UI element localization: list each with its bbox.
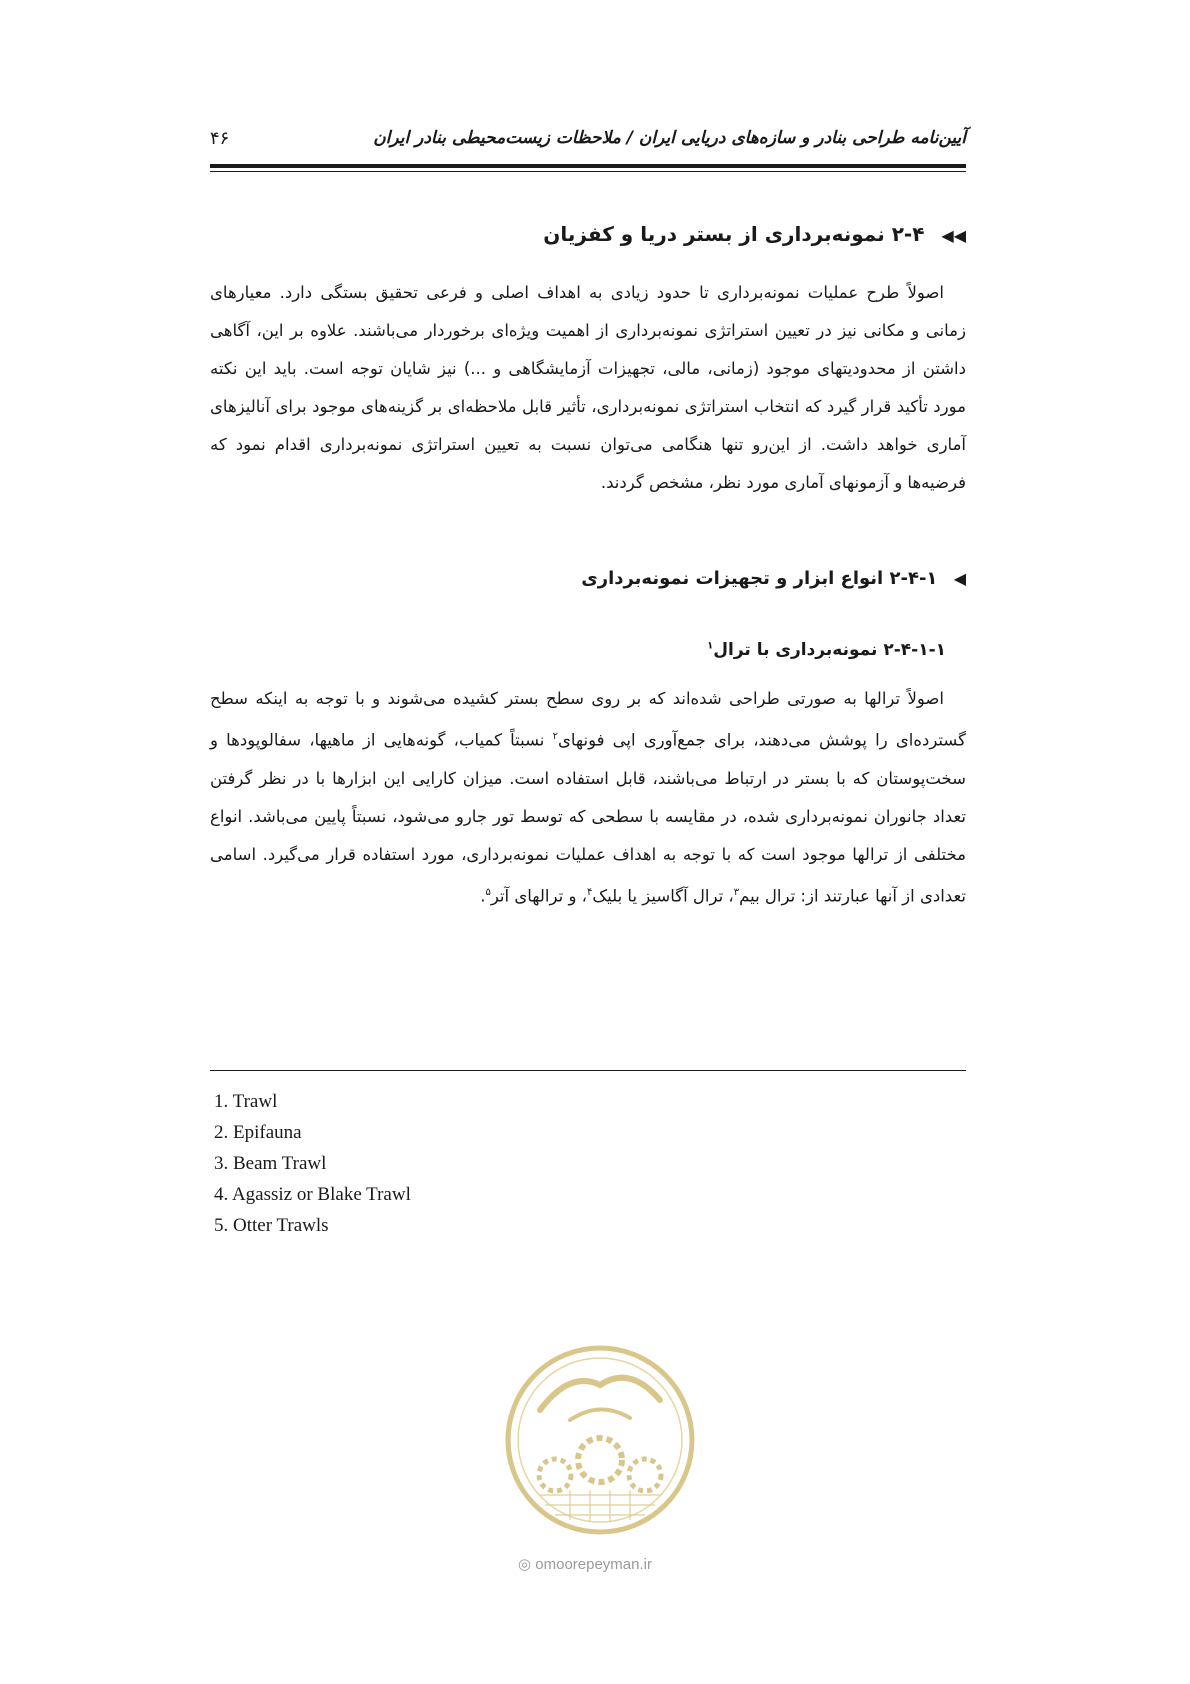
subsubsection-heading [707,640,946,660]
paragraph-part: اصولاً ترالها به صورتی طراحی شده‌اند که بر روی سطح بستر کشیده می‌شوند و با توجه به اینکه سطح گسترده‌ای را پوشش می‌دهند، برای جمع‌آوری اپی فونهای [210,689,966,750]
double-arrow-icon: ◀◀ [941,226,966,245]
footnote-ref-2: ۲ [552,731,558,742]
footnote: 5. Otter Trawls [214,1215,329,1236]
section-heading [543,222,966,246]
page-number: ۴۶ [210,128,230,149]
watermark-logo [500,1340,700,1540]
section-paragraph [210,274,966,502]
page-header [210,128,966,158]
header-rule [210,164,966,168]
subsubsection-title: ۲-۴-۱-۱ نمونه‌برداری با ترال [713,640,946,660]
arrow-icon: ◀ [953,569,966,588]
subsection-heading [581,568,966,589]
footnote-ref-3: ۳ [733,886,740,898]
footnote: 1. Trawl [214,1091,278,1112]
watermark-url: ◎ omoorepeyman.ir [518,1556,652,1573]
paragraph-part: . [480,886,486,905]
footnote-ref-1: ۱ [707,640,714,652]
paragraph-part: نسبتاً کمیاب، گونه‌هایی از ماهیها، سفالوپودها و سخت‌پوستان که با بستر در ارتباط می‌باشند، قابل استفاده است. میزان کارایی این ابزارها با در نظر گرفتن تعداد جانوران نمونه‌برداری شده، در مقایسه با سطحی که توسط تور جارو می‌شود، نسبتاً پایین می‌باشد. انواع مختلفی از ترالها موجود است که با توجه به اهداف عملیات نمونه‌برداری، مورد استفاده قرار می‌گیرد. اسامی تعدادی از آنها عبارتند از: ترال بیم [210,730,966,905]
paragraph-part: ، ترال آگاسیز یا بلیک [592,886,734,905]
header-rule-thin [210,171,966,172]
trawl-paragraph [210,680,966,915]
footnote: 3. Beam Trawl [214,1153,327,1174]
footnote: 4. Agassiz or Blake Trawl [214,1184,411,1205]
section-paragraph-text: اصولاً طرح عملیات نمونه‌برداری تا حدود زیادی به اهداف اصلی و فرعی تحقیق بستگی دارد. معیارهای زمانی و مکانی نیز در تعیین استراتژی نمونه‌برداری از اهمیت ویژه‌ای برخوردار می‌باشند. علاوه بر این، آگاهی داشتن از محدودیتهای موجود (زمانی، مالی، تجهیزات آزمایشگاهی و ...) نیز شایان توجه است. باید این نکته مورد تأکید قرار گیرد که انتخاب استراتژی نمونه‌برداری، تأثیر قابل ملاحظه‌ای بر گزینه‌های موجود برای آنالیزهای آماری خواهد داشت. از این‌رو تنها هنگامی می‌توان نسبت به تعیین استراتژی نمونه‌برداری اقدام نمود که فرضیه‌ها و آزمونهای آماری مورد نظر، مشخص گردند. [210,283,966,492]
section-title: ۲-۴ نمونه‌برداری از بستر دریا و کفزیان [543,222,925,246]
trawl-paragraph-text [210,680,966,915]
footnote: 2. Epifauna [214,1122,302,1143]
footnote-rule [210,1070,966,1071]
watermark-url-text: omoorepeyman.ir [535,1556,652,1573]
paragraph-part: ، و ترالهای آتر [490,886,587,905]
running-title: آیین‌نامه طراحی بنادر و سازه‌های دریایی ایران / ملاحظات زیست‌محیطی بنادر ایران [373,128,966,148]
footnote-ref-5: ۵ [485,886,491,898]
footnote-ref-4: ۴ [587,886,593,898]
subsection-title: ۲-۴-۱ انواع ابزار و تجهیزات نمونه‌برداری [581,568,938,589]
footnotes [214,1086,411,1241]
